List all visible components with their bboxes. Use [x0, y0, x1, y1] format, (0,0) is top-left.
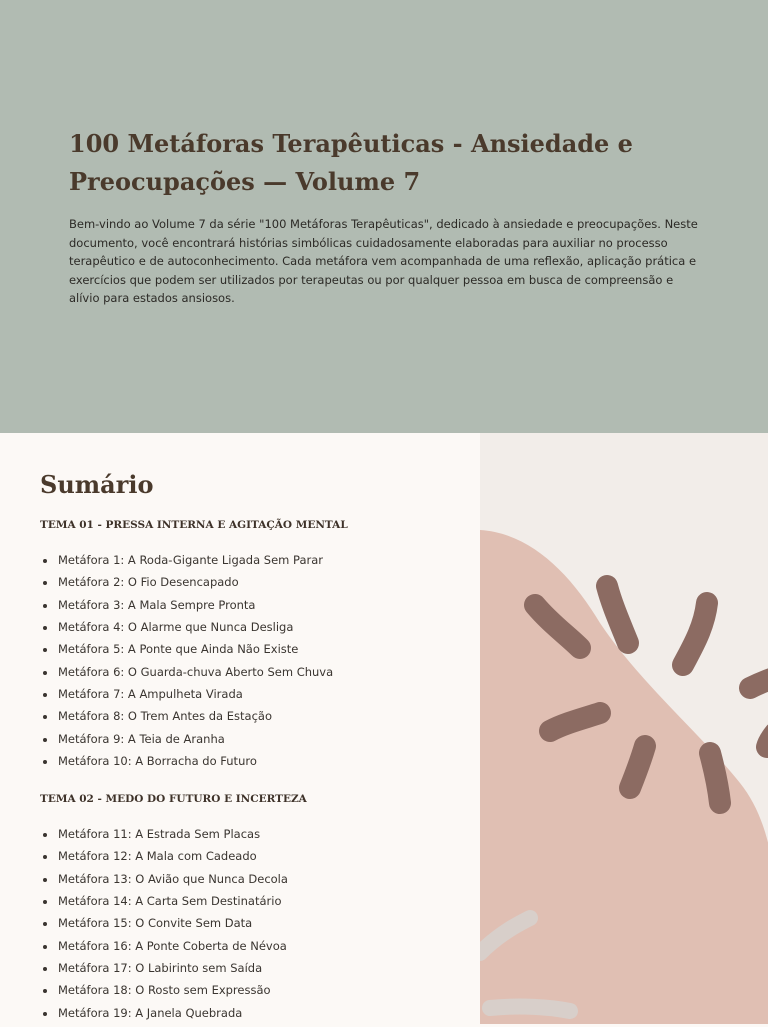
- decorative-art: [480, 433, 768, 1024]
- theme-heading: TEMA 01 - PRESSA INTERNA E AGITAÇÃO MENTAL: [40, 519, 348, 531]
- list-item[interactable]: Metáfora 1: A Roda-Gigante Ligada Sem Parar: [40, 552, 333, 574]
- list-item[interactable]: Metáfora 13: O Avião que Nunca Decola: [40, 871, 288, 893]
- decorative-stroke: [683, 603, 707, 665]
- document-title: 100 Metáforas Terapêuticas - Ansiedade e Preocupações — Volume 7: [69, 129, 633, 196]
- list-item[interactable]: Metáfora 5: A Ponte que Ainda Não Existe: [40, 641, 333, 663]
- list-item[interactable]: Metáfora 4: O Alarme que Nunca Desliga: [40, 619, 333, 641]
- list-item[interactable]: Metáfora 9: A Teia de Aranha: [40, 731, 333, 753]
- list-item[interactable]: Metáfora 11: A Estrada Sem Placas: [40, 826, 288, 848]
- list-item[interactable]: Metáfora 2: O Fio Desencapado: [40, 574, 333, 596]
- list-item[interactable]: Metáfora 10: A Borracha do Futuro: [40, 753, 333, 775]
- toc-title: Sumário: [40, 470, 154, 499]
- theme-heading: TEMA 02 - MEDO DO FUTURO E INCERTEZA: [40, 793, 307, 805]
- intro-paragraph: Bem-vindo ao Volume 7 da série "100 Metáforas Terapêuticas", dedicado à ansiedade e preocupações. Neste documento, você encontrará histórias simbólicas cuidadosamente elaboradas para auxiliar no processo terapêutico e de autoconhecimento. Cada metáfora vem acompanhada de uma reflexão, aplicação prática e exercícios que podem ser utilizados por terapeutas ou por qualquer pessoa em busca de compreensão e alívio para estados ansiosos.: [69, 217, 698, 305]
- list-item[interactable]: Metáfora 19: A Janela Quebrada: [40, 1005, 288, 1027]
- list-item[interactable]: Metáfora 12: A Mala com Cadeado: [40, 848, 288, 870]
- header-banner: [0, 0, 768, 433]
- metaphor-list: [40, 552, 333, 775]
- list-item[interactable]: Metáfora 3: A Mala Sempre Pronta: [40, 597, 333, 619]
- list-item[interactable]: Metáfora 16: A Ponte Coberta de Névoa: [40, 938, 288, 960]
- decorative-stroke: [490, 1007, 570, 1011]
- list-item[interactable]: Metáfora 6: O Guarda-chuva Aberto Sem Chuva: [40, 664, 333, 686]
- list-item[interactable]: Metáfora 17: O Labirinto sem Saída: [40, 960, 288, 982]
- decorative-stroke: [607, 586, 628, 643]
- list-item[interactable]: Metáfora 14: A Carta Sem Destinatário: [40, 893, 288, 915]
- table-of-contents: [40, 465, 470, 1020]
- list-item[interactable]: Metáfora 18: O Rosto sem Expressão: [40, 982, 288, 1004]
- decorative-stroke: [710, 753, 720, 803]
- metaphor-list: [40, 826, 288, 1027]
- decorative-stroke: [630, 746, 645, 788]
- list-item[interactable]: Metáfora 7: A Ampulheta Virada: [40, 686, 333, 708]
- list-item[interactable]: Metáfora 15: O Convite Sem Data: [40, 915, 288, 937]
- list-item[interactable]: Metáfora 8: O Trem Antes da Estação: [40, 708, 333, 730]
- decorative-stroke: [750, 676, 768, 688]
